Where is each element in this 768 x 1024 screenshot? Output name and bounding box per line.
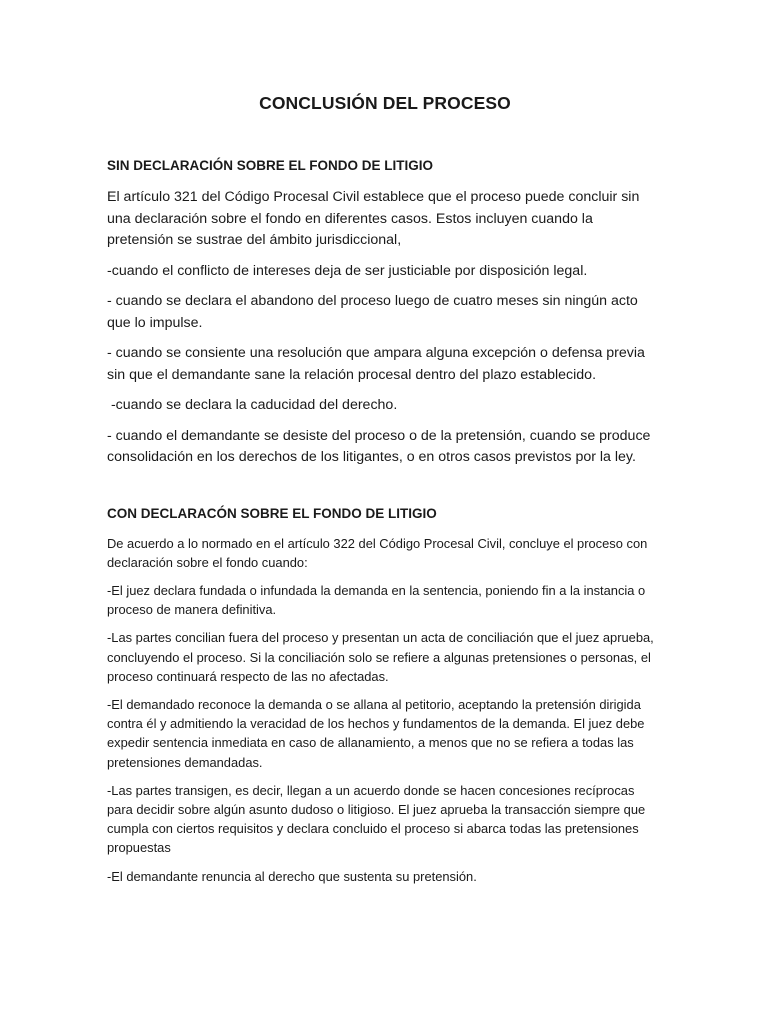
paragraph: -El juez declara fundada o infundada la demanda en la sentencia, poniendo fin a la instancia o proceso de manera definitiva. (107, 582, 646, 618)
section-heading: CON DECLARACÓN SOBRE EL FONDO DE LITIGIO (107, 505, 437, 521)
paragraph: - cuando se declara el abandono del proceso luego de cuatro meses sin ningún acto que lo impulse. (107, 293, 638, 331)
section-heading: SIN DECLARACIÓN SOBRE EL FONDO DE LITIGIO (107, 158, 434, 173)
paragraph: -Las partes transigen, es decir, llegan a un acuerdo donde se hacen concesiones recíprocas para decidir sobre algún asunto dudoso o litigioso. El juez aprueba la transacción siempre que cumpla con ciertos requisitos y declara concluido el proceso si abarca todas las pretensiones propuestas (107, 782, 646, 856)
paragraph: - cuando se consiente una resolución que ampara alguna excepción o defensa previa sin que el demandante sane la relación procesal dentro del plazo establecido. (107, 345, 645, 383)
paragraph: -El demandante renuncia al derecho que sustenta su pretensión. (107, 868, 477, 884)
section-sin-declaracion (107, 157, 663, 469)
paragraph: -Las partes concilian fuera del proceso y presentan un acta de conciliación que el juez aprueba, concluyendo el proceso. Si la conciliación solo se refiere a algunas pretensiones o personas, el proceso continuará respecto de las no afectadas. (107, 630, 654, 684)
document-body (107, 92, 663, 895)
paragraph: -El demandado reconoce la demanda o se allana al petitorio, aceptando la pretensión dirigida contra él y admitiendo la veracidad de los hechos y fundamentos de la demanda. El juez debe expedir sentencia inmediata en caso de allanamiento, a menos que no se refiera a todas las pretensiones demandadas. (107, 696, 645, 770)
paragraph: -cuando se declara la caducidad del derecho. (107, 397, 398, 413)
section-con-declaracion (107, 505, 663, 886)
paragraph: De acuerdo a lo normado en el artículo 322 del Código Procesal Civil, concluye el proceso con declaración sobre el fondo cuando: (107, 535, 648, 570)
paragraph: -cuando el conflicto de intereses deja de ser justiciable por disposición legal. (107, 262, 588, 279)
paragraph: El artículo 321 del Código Procesal Civil establece que el proceso puede concluir sin una declaración sobre el fondo en diferentes casos. Estos incluyen cuando la pretensión se sustrae del ámbito jurisdiccional, (107, 189, 640, 248)
paragraph: - cuando el demandante se desiste del proceso o de la pretensión, cuando se produce consolidación en los derechos de los litigantes, o en otros casos previstos por la ley. (107, 427, 651, 465)
document-title: CONCLUSIÓN DEL PROCESO (259, 93, 511, 113)
